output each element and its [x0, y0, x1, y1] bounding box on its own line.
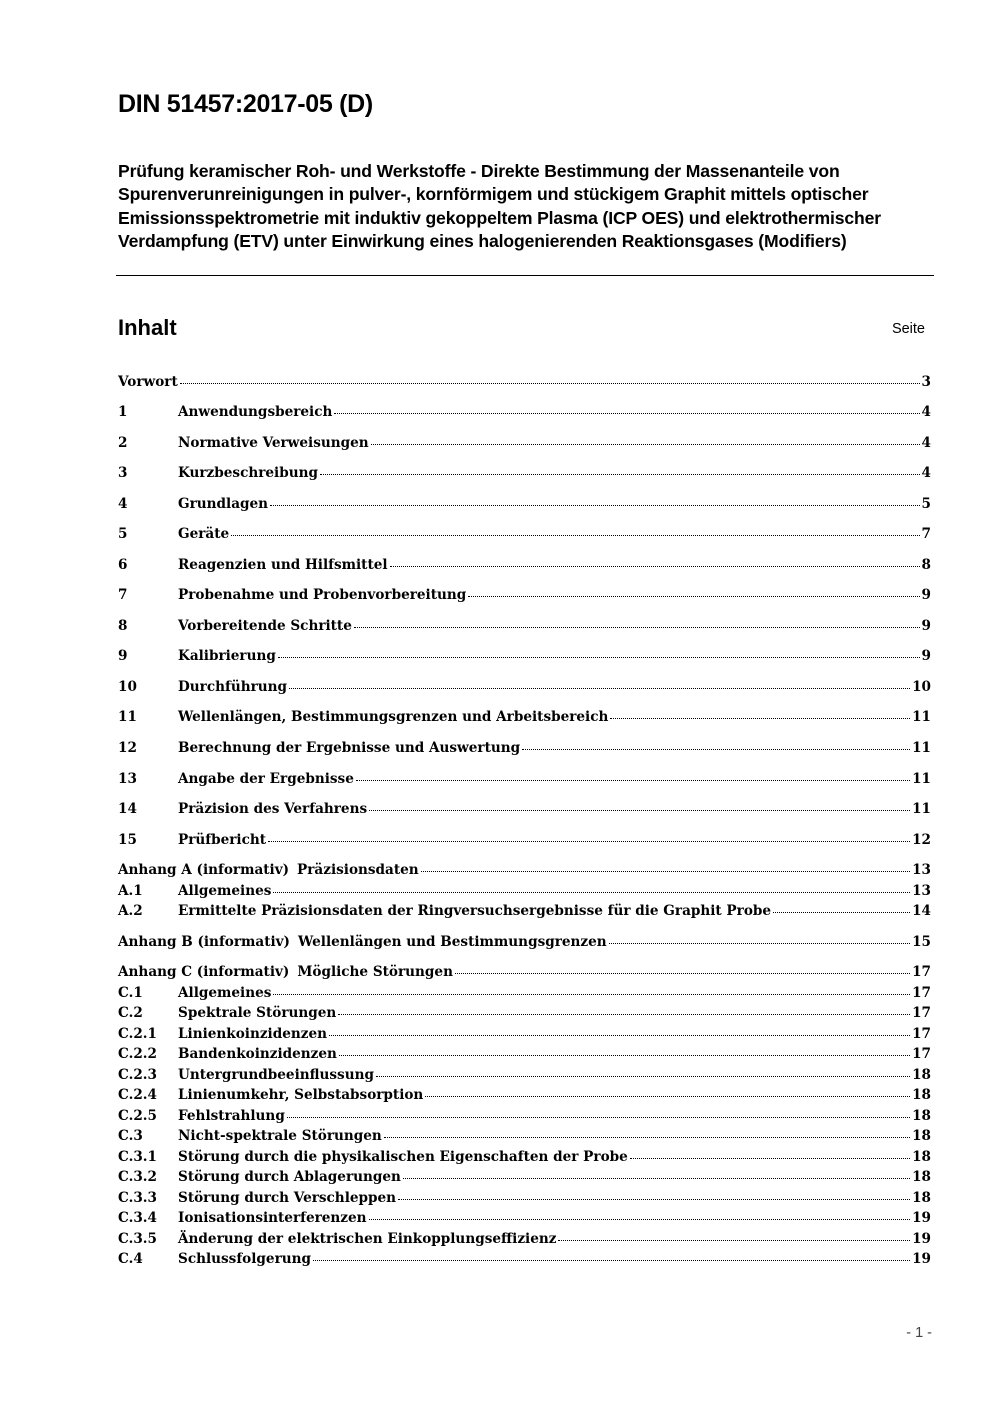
- toc-entry[interactable]: [118, 1187, 931, 1207]
- toc-entry-label: Wellenlängen und Bestimmungsgrenzen: [298, 934, 607, 950]
- toc-entry-page: 5: [921, 496, 931, 512]
- toc-entry-label: Angabe der Ergebnisse: [178, 771, 354, 787]
- toc-entry-number: 2: [118, 435, 128, 451]
- toc-entry-number: A.2: [118, 903, 143, 919]
- toc-entry[interactable]: [118, 961, 931, 981]
- toc-entry-page: 4: [921, 404, 931, 420]
- toc-entry[interactable]: [118, 1207, 931, 1227]
- toc-entry-label: Untergrundbeeinflussung: [178, 1067, 374, 1083]
- toc-entry-label: Fehlstrahlung: [178, 1108, 285, 1124]
- toc-dot-leader: [369, 796, 910, 811]
- toc-entry-page: 18: [912, 1169, 931, 1185]
- toc-entry-page: 9: [921, 648, 931, 664]
- toc-entry-label: Vorbereitende Schritte: [178, 618, 352, 634]
- toc-dot-leader: [313, 1246, 910, 1261]
- toc-dot-leader: [273, 980, 910, 995]
- toc-dot-leader: [773, 898, 910, 913]
- toc-entry-label: Störung durch Ablagerungen: [178, 1169, 401, 1185]
- toc-entry-page: 18: [912, 1149, 931, 1165]
- toc-entry-page: 17: [912, 1005, 931, 1021]
- toc-entry[interactable]: [118, 371, 931, 391]
- toc-entry-number: C.4: [118, 1251, 143, 1267]
- toc-entry-label: Bandenkoinzidenzen: [178, 1046, 337, 1062]
- toc-entry-label: Linienumkehr, Selbstabsorption: [178, 1087, 424, 1103]
- toc-dot-leader: [390, 552, 920, 567]
- toc-entry-number: C.3.3: [118, 1190, 157, 1206]
- toc-entry[interactable]: [118, 706, 931, 726]
- toc-dot-leader: [421, 857, 910, 872]
- toc-entry-label: Störung durch die physikalischen Eigenschaften der Probe: [178, 1149, 628, 1165]
- toc-entry-page: 8: [921, 557, 931, 573]
- toc-entry-number: C.3: [118, 1128, 143, 1144]
- toc-entry-label: Ionisationsinterferenzen: [178, 1210, 367, 1226]
- toc-entry-page: 9: [921, 618, 931, 634]
- toc-entry-number: A.1: [118, 883, 143, 899]
- page-number: - 1 -: [906, 1325, 932, 1341]
- toc-entry-page: 12: [912, 832, 931, 848]
- toc-dot-leader: [278, 643, 920, 658]
- toc-entry-number: 5: [118, 526, 128, 542]
- toc-entry-page: 4: [921, 465, 931, 481]
- toc-entry-number: C.2.1: [118, 1026, 157, 1042]
- toc-entry-number: C.2: [118, 1005, 143, 1021]
- toc-entry-number: 12: [118, 740, 137, 756]
- toc-entry[interactable]: [118, 737, 931, 757]
- toc-entry[interactable]: [118, 401, 931, 421]
- toc-entry-number: 3: [118, 465, 128, 481]
- toc-entry[interactable]: [118, 1228, 931, 1248]
- toc-dot-leader: [630, 1144, 910, 1159]
- toc-entry[interactable]: [118, 554, 931, 574]
- toc-entry-label: Durchführung: [178, 679, 288, 695]
- toc-entry-label: Allgemeines: [178, 985, 272, 1001]
- toc-entry-page: 18: [912, 1067, 931, 1083]
- toc-entry-page: 3: [921, 374, 931, 390]
- toc-entry[interactable]: [118, 1125, 931, 1145]
- toc-entry-number: C.3.4: [118, 1210, 157, 1226]
- toc-entry[interactable]: [118, 1002, 931, 1022]
- toc-entry-label: Probenahme und Probenvorbereitung: [178, 587, 467, 603]
- toc-entry-number: Anhang C (informativ): [118, 964, 290, 980]
- toc-entry-number: Anhang B (informativ): [118, 934, 290, 950]
- toc-entry-number: C.3.2: [118, 1169, 157, 1185]
- toc-entry-number: 11: [118, 709, 137, 725]
- toc-dot-leader: [338, 1000, 910, 1015]
- toc-entry-number: C.2.3: [118, 1067, 157, 1083]
- toc-entry[interactable]: [118, 432, 931, 452]
- toc-entry[interactable]: [118, 1248, 931, 1268]
- toc-entry-label: Mögliche Störungen: [297, 964, 453, 980]
- toc-entry-page: 11: [912, 740, 931, 756]
- toc-entry[interactable]: [118, 1064, 931, 1084]
- toc-entry-number: C.3.5: [118, 1231, 157, 1247]
- toc-entry-label: Linienkoinzidenzen: [178, 1026, 328, 1042]
- toc-entry-label: Schlussfolgerung: [178, 1251, 311, 1267]
- toc-entry-page: 19: [912, 1251, 931, 1267]
- toc-entry-number: 6: [118, 557, 128, 573]
- toc-entry[interactable]: [118, 462, 931, 482]
- toc-dot-leader: [339, 1041, 910, 1056]
- toc-entry-label: Reagenzien und Hilfsmittel: [178, 557, 388, 573]
- toc-entry-page: 15: [912, 934, 931, 950]
- toc-entry-page: 18: [912, 1190, 931, 1206]
- toc-entry-label: Wellenlängen, Bestimmungsgrenzen und Arbeitsbereich: [178, 709, 609, 725]
- toc-entry-number: 1: [118, 404, 128, 420]
- toc-entry-label: Vorwort: [118, 374, 178, 390]
- toc-entry-number: 10: [118, 679, 137, 695]
- toc-dot-leader: [354, 613, 920, 628]
- toc-dot-leader: [425, 1082, 910, 1097]
- toc-entry[interactable]: [118, 1146, 931, 1166]
- toc-dot-leader: [329, 1021, 910, 1036]
- toc-entry-number: 7: [118, 587, 128, 603]
- toc-entry-page: 19: [912, 1210, 931, 1226]
- toc-entry-label: Spektrale Störungen: [178, 1005, 337, 1021]
- toc-entry-number: C.2.4: [118, 1087, 157, 1103]
- toc-entry-page: 17: [912, 985, 931, 1001]
- toc-entry-page: 13: [912, 862, 931, 878]
- toc-entry-number: C.3.1: [118, 1149, 157, 1165]
- toc-entry-page: 11: [912, 709, 931, 725]
- toc-entry-page: 11: [912, 771, 931, 787]
- toc-entry-number: 8: [118, 618, 128, 634]
- toc-dot-leader: [180, 369, 920, 384]
- toc-entry-page: 18: [912, 1087, 931, 1103]
- toc-entry-number: C.1: [118, 985, 143, 1001]
- toc-entry-page: 7: [921, 526, 931, 542]
- toc-entry-label: Präzisionsdaten: [297, 862, 419, 878]
- toc-dot-leader: [270, 491, 919, 506]
- toc-entry[interactable]: [118, 1023, 931, 1043]
- toc-entry-label: Störung durch Verschleppen: [178, 1190, 397, 1206]
- toc-entry-label: Normative Verweisungen: [178, 435, 369, 451]
- toc-page-column-label: Seite: [891, 321, 925, 337]
- toc-entry[interactable]: [118, 1043, 931, 1063]
- table-of-contents: [118, 0, 931, 1403]
- toc-entry-label: Allgemeines: [178, 883, 272, 899]
- toc-entry-page: 9: [921, 587, 931, 603]
- toc-entry-label: Prüfbericht: [178, 832, 267, 848]
- toc-entry-number: C.2.5: [118, 1108, 157, 1124]
- toc-dot-leader: [558, 1226, 910, 1241]
- toc-entry[interactable]: [118, 768, 931, 788]
- toc-dot-leader: [356, 766, 910, 781]
- toc-entry-label: Kurzbeschreibung: [178, 465, 318, 481]
- toc-entry-page: 17: [912, 1046, 931, 1062]
- toc-dot-leader: [455, 959, 910, 974]
- toc-dot-leader: [287, 1103, 910, 1118]
- toc-entry[interactable]: [118, 1105, 931, 1125]
- toc-entry-page: 17: [912, 1026, 931, 1042]
- toc-entry-page: 18: [912, 1128, 931, 1144]
- toc-entry[interactable]: [118, 1084, 931, 1104]
- toc-entry-number: 15: [118, 832, 137, 848]
- toc-entry[interactable]: [118, 798, 931, 818]
- toc-dot-leader: [610, 704, 910, 719]
- toc-dot-leader: [468, 582, 919, 597]
- toc-entry-number: 14: [118, 801, 137, 817]
- toc-entry-page: 14: [912, 903, 931, 919]
- toc-dot-leader: [522, 735, 910, 750]
- toc-dot-leader: [609, 929, 910, 944]
- toc-entry-label: Ermittelte Präzisionsdaten der Ringversuchsergebnisse für die Graphit Probe: [178, 903, 772, 919]
- toc-entry-label: Kalibrierung: [178, 648, 276, 664]
- toc-entry-number: C.2.2: [118, 1046, 157, 1062]
- toc-dot-leader: [273, 878, 910, 893]
- toc-entry-number: 4: [118, 496, 128, 512]
- toc-entry-label: Grundlagen: [178, 496, 269, 512]
- toc-entry-page: 19: [912, 1231, 931, 1247]
- toc-dot-leader: [384, 1123, 910, 1138]
- toc-dot-leader: [320, 460, 920, 475]
- toc-dot-leader: [371, 430, 920, 445]
- toc-entry[interactable]: [118, 615, 931, 635]
- toc-entry-label: Anwendungsbereich: [178, 404, 333, 420]
- toc-entry[interactable]: [118, 931, 931, 951]
- toc-entry[interactable]: [118, 645, 931, 665]
- toc-dot-leader: [334, 399, 919, 414]
- toc-entry[interactable]: [118, 493, 931, 513]
- toc-entry-page: 13: [912, 883, 931, 899]
- document-id: DIN 51457:2017-05 (D): [118, 90, 373, 118]
- toc-entry[interactable]: [118, 859, 931, 879]
- toc-entry-number: 9: [118, 648, 128, 664]
- toc-entry-label: Geräte: [178, 526, 230, 542]
- toc-entry-page: 11: [912, 801, 931, 817]
- toc-entry[interactable]: [118, 523, 931, 543]
- toc-entry-label: Änderung der elektrischen Einkopplungseffizienz: [178, 1231, 557, 1247]
- document-title: Prüfung keramischer Roh- und Werkstoffe - Direkte Bestimmung der Massenanteile von Spurenverunreinigungen in pulver-, kornförmigem und stückigem Graphit mittels optischer Emissionsspektrometrie mit induktiv gekoppeltem Plasma (ICP OES) und elektrothermischer Verdampfung (ETV) unter Einwirkung eines halogenierenden Reaktionsgases (Modifiers): [118, 161, 881, 252]
- toc-entry[interactable]: [118, 1166, 931, 1186]
- toc-entry-label: Berechnung der Ergebnisse und Auswertung: [178, 740, 521, 756]
- toc-entry-page: 17: [912, 964, 931, 980]
- toc-entry-page: 4: [921, 435, 931, 451]
- toc-entry[interactable]: [118, 982, 931, 1002]
- toc-dot-leader: [268, 827, 910, 842]
- toc-entry[interactable]: [118, 676, 931, 696]
- toc-heading: Inhalt: [118, 315, 177, 340]
- toc-dot-leader: [369, 1205, 911, 1220]
- toc-dot-leader: [231, 521, 919, 536]
- toc-entry-page: 10: [912, 679, 931, 695]
- toc-dot-leader: [289, 674, 910, 689]
- toc-entry-label: Präzision des Verfahrens: [178, 801, 368, 817]
- toc-dot-leader: [403, 1164, 910, 1179]
- toc-entry-number: 13: [118, 771, 137, 787]
- toc-entry-number: Anhang A (informativ): [118, 862, 290, 878]
- toc-entry[interactable]: [118, 900, 931, 920]
- toc-entry[interactable]: [118, 829, 931, 849]
- toc-entry-label: Nicht-spektrale Störungen: [178, 1128, 382, 1144]
- toc-entry[interactable]: [118, 880, 931, 900]
- toc-entry[interactable]: [118, 584, 931, 604]
- toc-entry-page: 18: [912, 1108, 931, 1124]
- toc-dot-leader: [398, 1185, 910, 1200]
- toc-dot-leader: [376, 1062, 910, 1077]
